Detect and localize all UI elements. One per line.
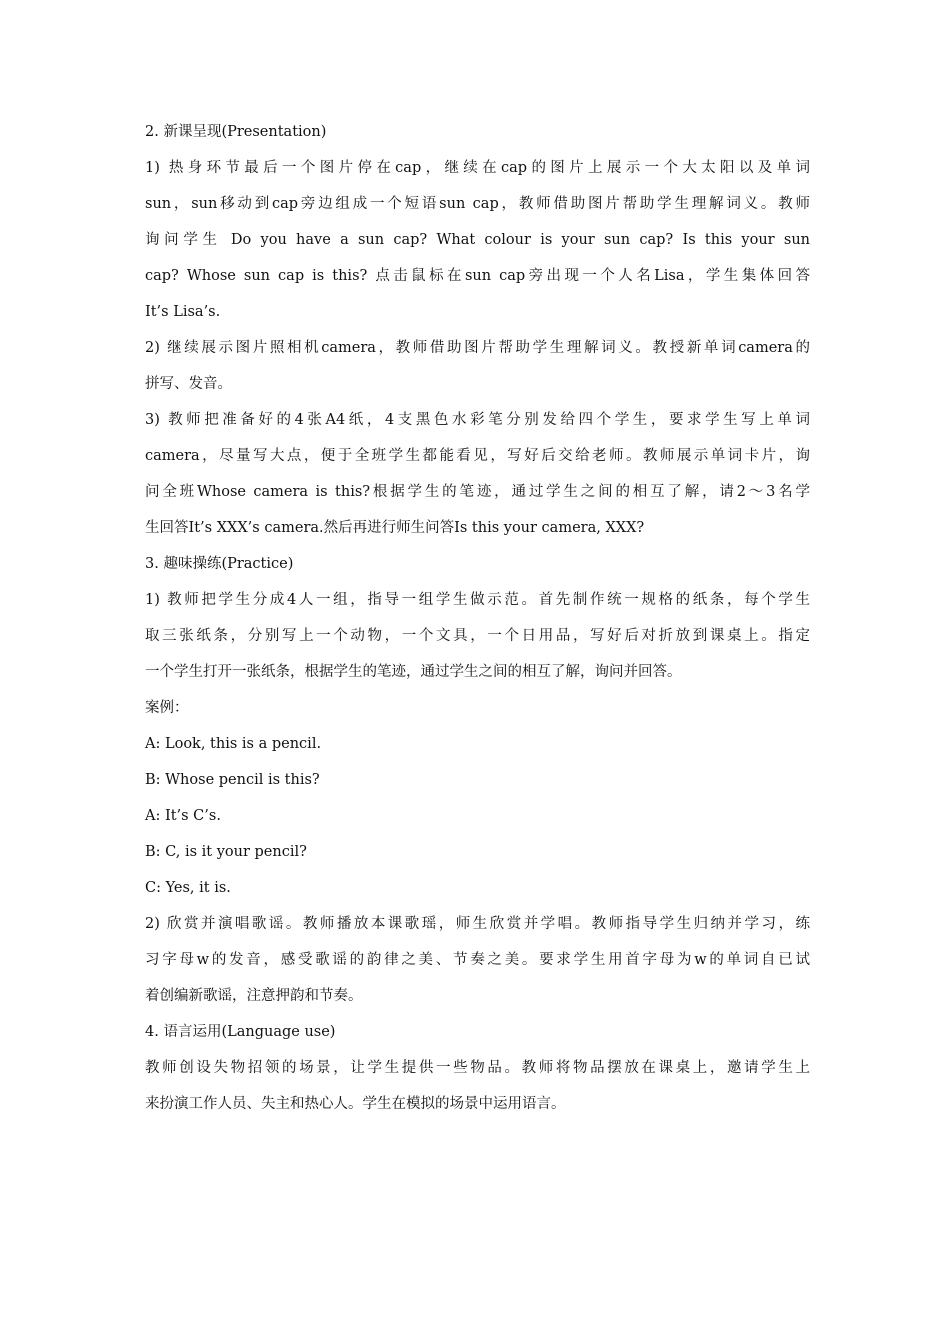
paragraph-line: 问全班Whose camera is this?根据学生的笔迹，通过学生之间的相互了解，请2〜3名学 (145, 484, 810, 500)
dialogue-line: C: Yes, it is. (145, 880, 231, 896)
paragraph-line: 2) 欣赏并演唱歌谣。教师播放本课歌瑶，师生欣赏并学唱。教师指导学生归纳并学习，练 (145, 916, 810, 932)
paragraph-line: 询问学生 Do you have a sun cap? What colour is your sun cap? Is this your sun (145, 232, 810, 248)
paragraph-line: 取三张纸条，分别写上一个动物，一个文具，一个日用品，写好后对折放到课桌上。指定 (145, 628, 810, 644)
paragraph-line: 着创编新歌谣，注意押韵和节奏。 (145, 988, 363, 1004)
paragraph-line: 一个学生打开一张纸条，根据学生的笔迹，通过学生之间的相互了解，询问并回答。 (145, 664, 682, 680)
paragraph-line: 2) 继续展示图片照相机camera，教师借助图片帮助学生理解词义。教授新单词camera的 (145, 340, 810, 356)
example-label: 案例： (145, 700, 189, 716)
paragraph-line: camera，尽量写大点，便于全班学生都能看见，写好后交给老师。教师展示单词卡片，询 (145, 448, 810, 464)
dialogue-line: B: Whose pencil is this? (145, 772, 320, 788)
heading-presentation: 2. 新课呈现(Presentation) (145, 124, 327, 140)
dialogue-line: A: Look, this is a pencil. (145, 736, 322, 752)
paragraph-line: It’s Lisa’s. (145, 304, 221, 320)
heading-language-use: 4. 语言运用(Language use) (145, 1024, 336, 1040)
dialogue-line: A: It’s C’s. (145, 808, 221, 824)
heading-practice: 3. 趣味操练(Practice) (145, 556, 294, 572)
paragraph-line: 生回答It’s XXX’s camera.然后再进行师生问答Is this your camera, XXX? (145, 520, 645, 536)
paragraph-line: cap? Whose sun cap is this? 点击鼠标在sun cap旁出现一个人名Lisa，学生集体回答 (145, 268, 810, 284)
paragraph-line: 3) 教师把准备好的4张A4纸，4支黑色水彩笔分别发给四个学生，要求学生写上单词 (145, 412, 810, 428)
paragraph-line: 1) 教师把学生分成4人一组，指导一组学生做示范。首先制作统一规格的纸条，每个学生 (145, 592, 810, 608)
paragraph-line: 习字母w的发音，感受歌谣的韵律之美、节奏之美。要求学生用首字母为w的单词自已试 (145, 952, 810, 968)
paragraph-line: 1) 热身环节最后一个图片停在cap，继续在cap的图片上展示一个大太阳以及单词 (145, 160, 810, 176)
paragraph-line: 来扮演工作人员、失主和热心人。学生在模拟的场景中运用语言。 (145, 1096, 566, 1112)
paragraph-line: sun，sun移动到cap旁边组成一个短语sun cap，教师借助图片帮助学生理解词义。教师 (145, 196, 810, 212)
paragraph-line: 教师创设失物招领的场景，让学生提供一些物品。教师将物品摆放在课桌上，邀请学生上 (145, 1060, 810, 1076)
paragraph-line: 拼写、发音。 (145, 376, 232, 392)
document-body (145, 122, 810, 1114)
dialogue-line: B: C, is it your pencil? (145, 844, 307, 860)
